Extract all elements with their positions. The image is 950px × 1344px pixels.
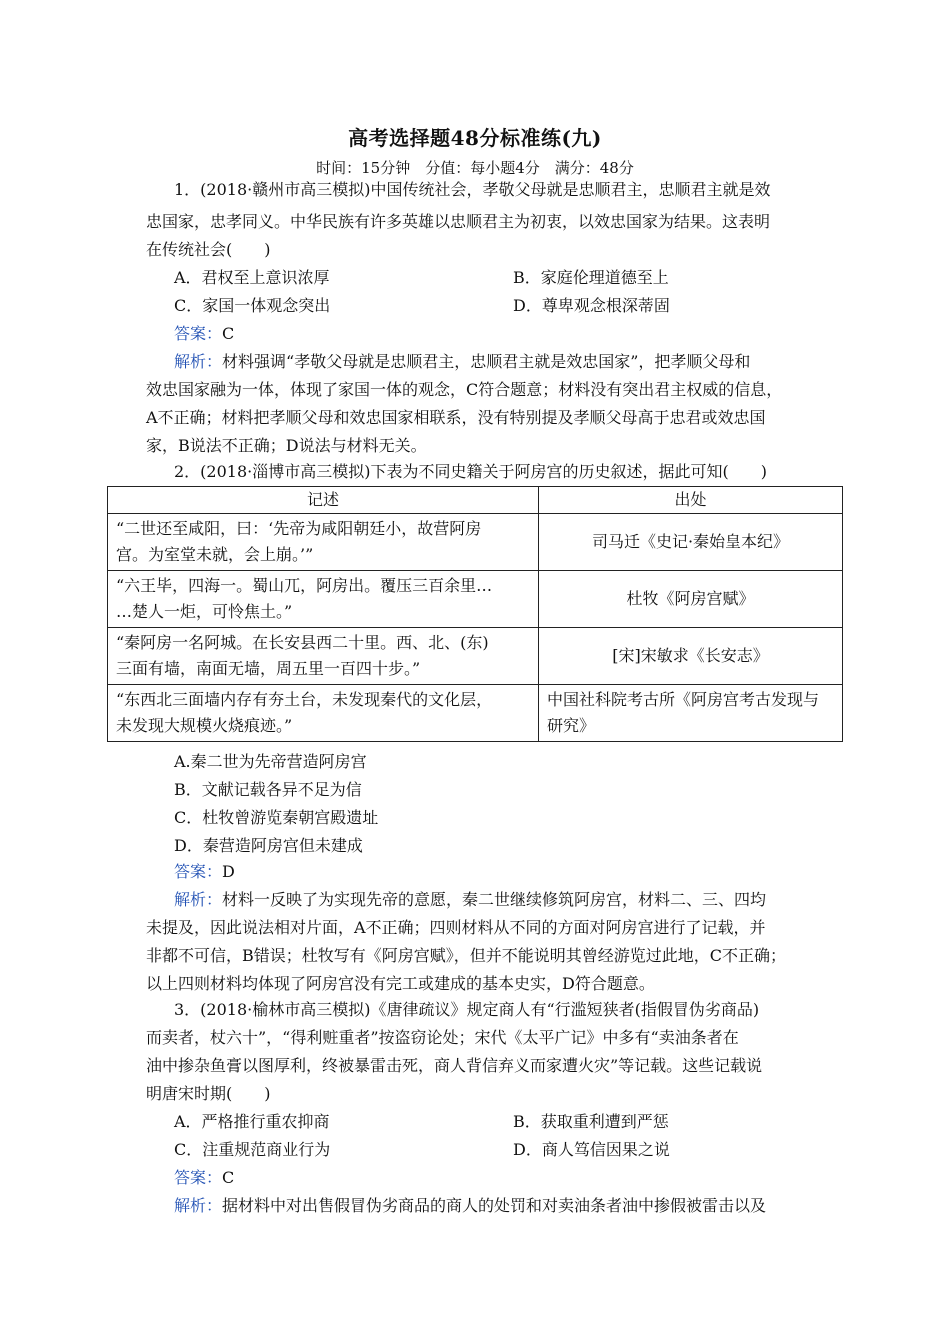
- page-title: 高考选择题48分标准练(九): [348, 126, 602, 150]
- quote-line: 未发现大规模火烧痕迹。”: [116, 716, 293, 735]
- source-line: 中国社科院考古所《阿房宫考古发现与: [547, 690, 820, 709]
- q2-option-d: D．秦营造阿房宫但未建成: [174, 836, 363, 855]
- q3-analysis-line: [174, 1196, 766, 1216]
- q1-analysis-line: [174, 352, 750, 372]
- q3-stem-line: 油中掺杂鱼膏以图厚利，终被暴雷击死，商人背信弃义而家遭火灾”等记载。这些记载说: [146, 1056, 763, 1075]
- q2-option-b: B．文献记载各异不足为信: [174, 780, 362, 799]
- analysis-label: 解析：: [174, 890, 223, 909]
- table-header-row: [108, 487, 843, 514]
- quote-line: 宫。为室堂未就，会上崩。’”: [116, 545, 314, 564]
- answer-value: C: [222, 1168, 235, 1187]
- analysis-label: 解析：: [174, 1196, 223, 1215]
- q1-analysis-line: 家，B说法不正确；D说法与材料无关。: [146, 436, 427, 455]
- q3-answer: [174, 1168, 234, 1188]
- q1-option-d: D．尊卑观念根深蒂固: [513, 296, 670, 315]
- source-line: [宋]宋敏求《长安志》: [612, 646, 769, 665]
- q3-option-a: A．严格推行重农抑商: [174, 1112, 330, 1131]
- analysis-text: 材料强调“孝敬父母就是忠顺君主，忠顺君主就是效忠国家”，把孝顺父母和: [222, 352, 751, 371]
- table-cell-source: [539, 571, 843, 628]
- table-cell-quote: [108, 571, 539, 628]
- source-line: 杜牧《阿房宫赋》: [626, 589, 755, 608]
- quote-line: …楚人一炬，可怜焦土。”: [116, 602, 293, 621]
- source-line: 研究》: [547, 716, 596, 735]
- q3-stem-line: 明唐宋时期( ): [146, 1084, 271, 1103]
- q3-option-b: B．获取重利遭到严惩: [513, 1112, 669, 1131]
- q3-option-d: D．商人笃信因果之说: [513, 1140, 670, 1159]
- table-row: [108, 685, 843, 742]
- quote-line: 三面有墙，南面无墙，周五里一百四十步。”: [116, 659, 421, 678]
- answer-label: 答案：: [174, 324, 223, 343]
- q2-analysis-line: 非都不可信，B错误；杜牧写有《阿房宫赋》，但并不能说明其曾经游览过此地，C不正确；: [146, 946, 787, 965]
- quote-line: “秦阿房一名阿城。在长安县西二十里。西、北、(东): [116, 633, 489, 652]
- q2-answer: [174, 862, 235, 882]
- source-line: 司马迁《史记·秦始皇本纪》: [591, 532, 790, 551]
- table-row: [108, 571, 843, 628]
- q2-analysis-line: 未提及，因此说法相对片面，A不正确；四则材料从不同的方面对阿房宫进行了记载，并: [146, 918, 766, 937]
- table-header: 出处: [539, 487, 843, 514]
- analysis-label: 解析：: [174, 352, 223, 371]
- q3-stem-line: 3．(2018·榆林市高三模拟)《唐律疏议》规定商人有“行滥短狭者(指假冒伪劣商品): [174, 1000, 760, 1019]
- history-sources-table: [107, 486, 843, 742]
- q3-stem-line: 而卖者，杖六十”，“得利赃重者”按盗窃论处；宋代《太平广记》中多有“卖油条者在: [146, 1028, 739, 1047]
- q1-stem-line: 忠国家，忠孝同义。中华民族有许多英雄以忠顺君主为初衷，以效忠国家为结果。这表明: [146, 212, 771, 231]
- analysis-text: 材料一反映了为实现先帝的意愿，秦二世继续修筑阿房宫，材料二、三、四均: [222, 890, 767, 909]
- q1-option-b: B．家庭伦理道德至上: [513, 268, 669, 287]
- q2-option-c: C．杜牧曾游览秦朝宫殿遗址: [174, 808, 379, 827]
- q1-analysis-line: 效忠国家融为一体，体现了家国一体的观念，C符合题意；材料没有突出君主权威的信息，: [146, 380, 783, 399]
- table-cell-source: [539, 628, 843, 685]
- q1-option-c: C．家国一体观念突出: [174, 296, 331, 315]
- quote-line: “东西北三面墙内存有夯土台，未发现秦代的文化层，: [116, 690, 493, 709]
- q1-option-a: A．君权至上意识浓厚: [174, 268, 330, 287]
- table-cell-source: [539, 685, 843, 742]
- quote-line: “二世还至咸阳，曰：‘先帝为咸阳朝廷小，故营阿房: [116, 519, 482, 538]
- table-row: [108, 628, 843, 685]
- table-cell-quote: [108, 514, 539, 571]
- page-subtitle: 时间：15分钟 分值：每小题4分 满分：48分: [316, 159, 634, 177]
- table-cell-source: [539, 514, 843, 571]
- q2-option-a: A.秦二世为先帝营造阿房宫: [174, 752, 367, 771]
- q1-answer: [174, 324, 234, 344]
- q3-option-c: C．注重规范商业行为: [174, 1140, 331, 1159]
- analysis-text: 据材料中对出售假冒伪劣商品的商人的处罚和对卖油条者油中掺假被雷击以及: [222, 1196, 767, 1215]
- q1-analysis-line: A不正确；材料把孝顺父母和效忠国家相联系，没有特别提及孝顺父母高于忠君或效忠国: [146, 408, 766, 427]
- q2-stem: 2．(2018·淄博市高三模拟)下表为不同史籍关于阿房宫的历史叙述，据此可知( ): [174, 462, 767, 481]
- table-header: 记述: [108, 487, 539, 514]
- answer-label: 答案：: [174, 1168, 223, 1187]
- answer-value: C: [222, 324, 235, 343]
- q2-analysis-line: [174, 890, 766, 910]
- quote-line: “六王毕，四海一。蜀山兀，阿房出。覆压三百余里…: [116, 576, 493, 595]
- q1-stem-line: 在传统社会( ): [146, 240, 271, 259]
- table-cell-quote: [108, 685, 539, 742]
- answer-label: 答案：: [174, 862, 223, 881]
- table-row: [108, 514, 843, 571]
- q2-analysis-line: 以上四则材料均体现了阿房宫没有完工或建成的基本史实，D符合题意。: [146, 974, 655, 993]
- q1-stem-line: 1．(2018·赣州市高三模拟)中国传统社会，孝敬父母就是忠顺君主，忠顺君主就是效: [174, 180, 771, 199]
- table-cell-quote: [108, 628, 539, 685]
- answer-value: D: [222, 862, 235, 881]
